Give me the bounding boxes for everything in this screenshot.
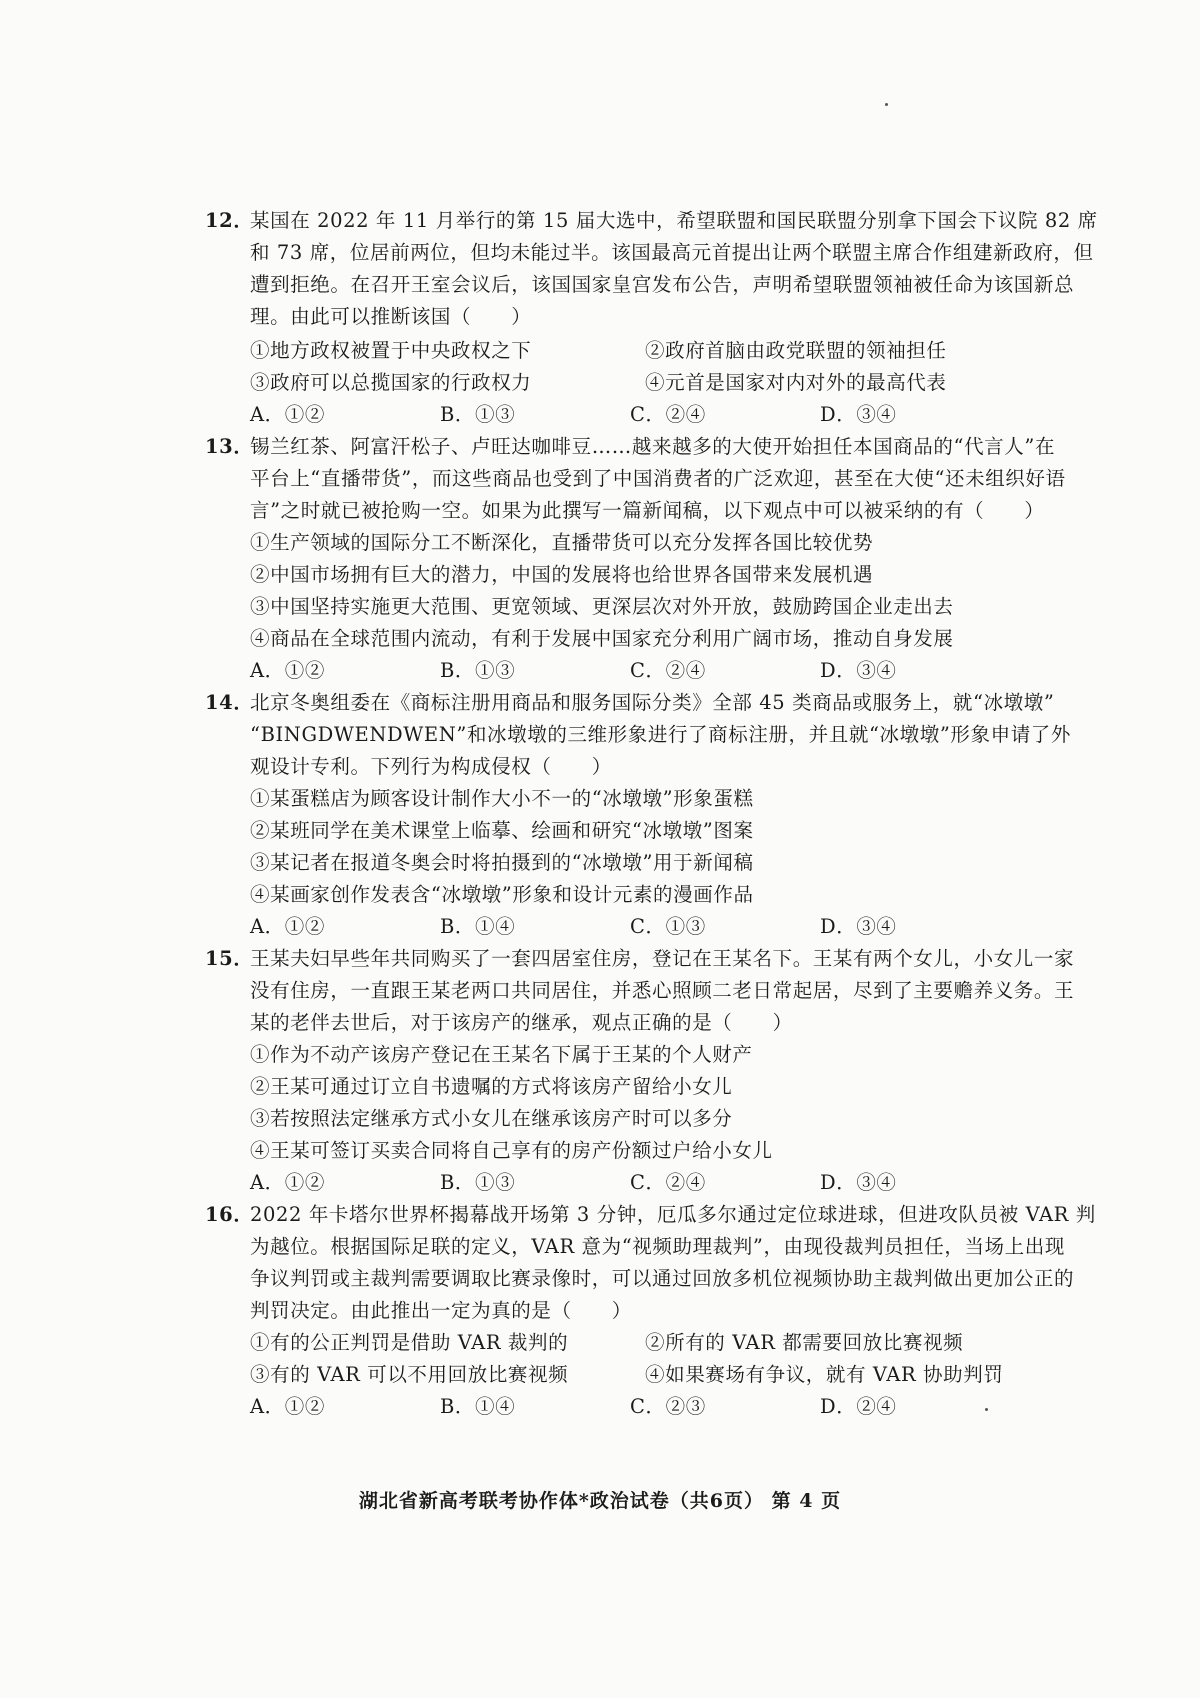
scan-speck <box>885 103 888 106</box>
statement-option: ③政府可以总揽国家的行政权力 <box>250 371 532 394</box>
statement-option: ②某班同学在美术课堂上临摹、绘画和研究“冰墩墩”图案 <box>250 819 754 842</box>
choice-b: B．①③ <box>440 1171 516 1194</box>
statement-option: ③若按照法定继承方式小女儿在继承该房产时可以多分 <box>250 1107 733 1130</box>
statement-option: ①有的公正判罚是借助 VAR 裁判的 <box>250 1331 569 1354</box>
question-stem-line: 争议判罚或主裁判需要调取比赛录像时，可以通过回放多机位视频协助主裁判做出更加公正的 <box>250 1267 1075 1290</box>
statement-option: ④元首是国家对内对外的最高代表 <box>645 371 947 394</box>
choice-b: B．①④ <box>440 915 516 938</box>
statement-option: ③有的 VAR 可以不用回放比赛视频 <box>250 1363 569 1386</box>
question-stem-line: 某国在 2022 年 11 月举行的第 15 届大选中，希望联盟和国民联盟分别拿下国会下议院 82 席 <box>250 209 1098 232</box>
question-14 <box>205 687 1071 943</box>
question-number: 12． <box>205 209 254 232</box>
choice-c: C．②③ <box>630 1395 706 1418</box>
choice-d: D．③④ <box>820 659 897 682</box>
statement-option: ③某记者在报道冬奥会时将拍摄到的“冰墩墩”用于新闻稿 <box>250 851 754 874</box>
choice-d: D．③④ <box>820 915 897 938</box>
choice-b: B．①③ <box>440 403 516 426</box>
question-stem-line: 理。由此可以推断该国（ ） <box>250 305 532 328</box>
choice-c: C．②④ <box>630 659 706 682</box>
question-number: 16． <box>205 1203 254 1226</box>
question-stem-line: 锡兰红茶、阿富汗松子、卢旺达咖啡豆……越来越多的大使开始担任本国商品的“代言人”在 <box>250 435 1056 458</box>
question-stem-line: 和 73 席，位居前两位，但均未能过半。该国最高元首提出让两个联盟主席合作组建新政府，但 <box>250 241 1094 264</box>
question-15 <box>205 943 1075 1199</box>
statement-option: ①生产领域的国际分工不断深化，直播带货可以充分发挥各国比较优势 <box>250 531 874 554</box>
choice-b: B．①④ <box>440 1395 516 1418</box>
question-stem-line: “BINGDWENDWEN”和冰墩墩的三维形象进行了商标注册，并且就“冰墩墩”形象申请了外 <box>250 723 1071 746</box>
question-number: 15． <box>205 947 254 970</box>
question-16 <box>205 1199 1096 1423</box>
question-stem-line: 没有住房，一直跟王某老两口共同居住，并悉心照顾二老日常起居，尽到了主要赡养义务。王 <box>250 979 1075 1002</box>
choice-a: A．①② <box>250 403 325 426</box>
choice-d: D．②④ <box>820 1395 897 1418</box>
statement-option: ④王某可签订买卖合同将自己享有的房产份额过户给小女儿 <box>250 1139 773 1162</box>
choice-a: A．①② <box>250 659 325 682</box>
question-stem-line: 为越位。根据国际足联的定义，VAR 意为“视频助理裁判”，由现役裁判员担任，当场上出现 <box>250 1235 1065 1258</box>
choice-d: D．③④ <box>820 1171 897 1194</box>
question-stem-line: 北京冬奥组委在《商标注册用商品和服务国际分类》全部 45 类商品或服务上，就“冰墩墩” <box>250 691 1055 714</box>
statement-option: ④商品在全球范围内流动，有利于发展中国家充分利用广阔市场，推动自身发展 <box>250 627 954 650</box>
question-stem-line: 判罚决定。由此推出一定为真的是（ ） <box>250 1299 632 1322</box>
choice-c: C．②④ <box>630 403 706 426</box>
page-footer: 湖北省新高考联考协作体*政治试卷（共6页） 第 4 页 <box>358 1490 842 1512</box>
statement-option: ③中国坚持实施更大范围、更宽领域、更深层次对外开放，鼓励跨国企业走出去 <box>250 595 954 618</box>
choice-a: A．①② <box>250 1171 325 1194</box>
choice-c: C．②④ <box>630 1171 706 1194</box>
question-stem-line: 平台上“直播带货”，而这些商品也受到了中国消费者的广泛欢迎，甚至在大使“还未组织好语 <box>250 467 1066 490</box>
statement-option: ④某画家创作发表含“冰墩墩”形象和设计元素的漫画作品 <box>250 883 754 906</box>
statement-option: ①地方政权被置于中央政权之下 <box>250 339 532 362</box>
statement-option: ②政府首脑由政党联盟的领袖担任 <box>645 339 947 362</box>
statement-option: ②所有的 VAR 都需要回放比赛视频 <box>645 1331 964 1354</box>
questions-area <box>205 205 1098 1423</box>
question-12 <box>205 205 1098 431</box>
choice-a: A．①② <box>250 915 325 938</box>
choice-a: A．①② <box>250 1395 325 1418</box>
question-stem-line: 某的老伴去世后，对于该房产的继承，观点正确的是（ ） <box>250 1011 793 1034</box>
statement-option: ②中国市场拥有巨大的潜力，中国的发展将也给世界各国带来发展机遇 <box>250 563 874 586</box>
question-stem-line: 2022 年卡塔尔世界杯揭幕战开场第 3 分钟，厄瓜多尔通过定位球进球，但进攻队员被 VAR 判 <box>250 1203 1096 1226</box>
statement-option: ①某蛋糕店为顾客设计制作大小不一的“冰墩墩”形象蛋糕 <box>250 787 754 810</box>
statement-option: ②王某可通过订立自书遗嘱的方式将该房产留给小女儿 <box>250 1075 733 1098</box>
question-stem-line: 王某夫妇早些年共同购买了一套四居室住房，登记在王某名下。王某有两个女儿，小女儿一家 <box>250 947 1075 970</box>
question-number: 13． <box>205 435 254 458</box>
question-stem-line: 遭到拒绝。在召开王室会议后，该国国家皇宫发布公告，声明希望联盟领袖被任命为该国新总 <box>250 273 1075 296</box>
choice-b: B．①③ <box>440 659 516 682</box>
choice-c: C．①③ <box>630 915 706 938</box>
question-stem-line: 观设计专利。下列行为构成侵权（ ） <box>250 755 612 778</box>
statement-option: ①作为不动产该房产登记在王某名下属于王某的个人财产 <box>250 1043 753 1066</box>
question-number: 14． <box>205 691 254 714</box>
choice-d: D．③④ <box>820 403 897 426</box>
question-13 <box>205 431 1066 687</box>
question-stem-line: 言”之时就已被抢购一空。如果为此撰写一篇新闻稿，以下观点中可以被采纳的有（ ） <box>250 499 1045 522</box>
statement-option: ④如果赛场有争议，就有 VAR 协助判罚 <box>645 1363 1004 1386</box>
